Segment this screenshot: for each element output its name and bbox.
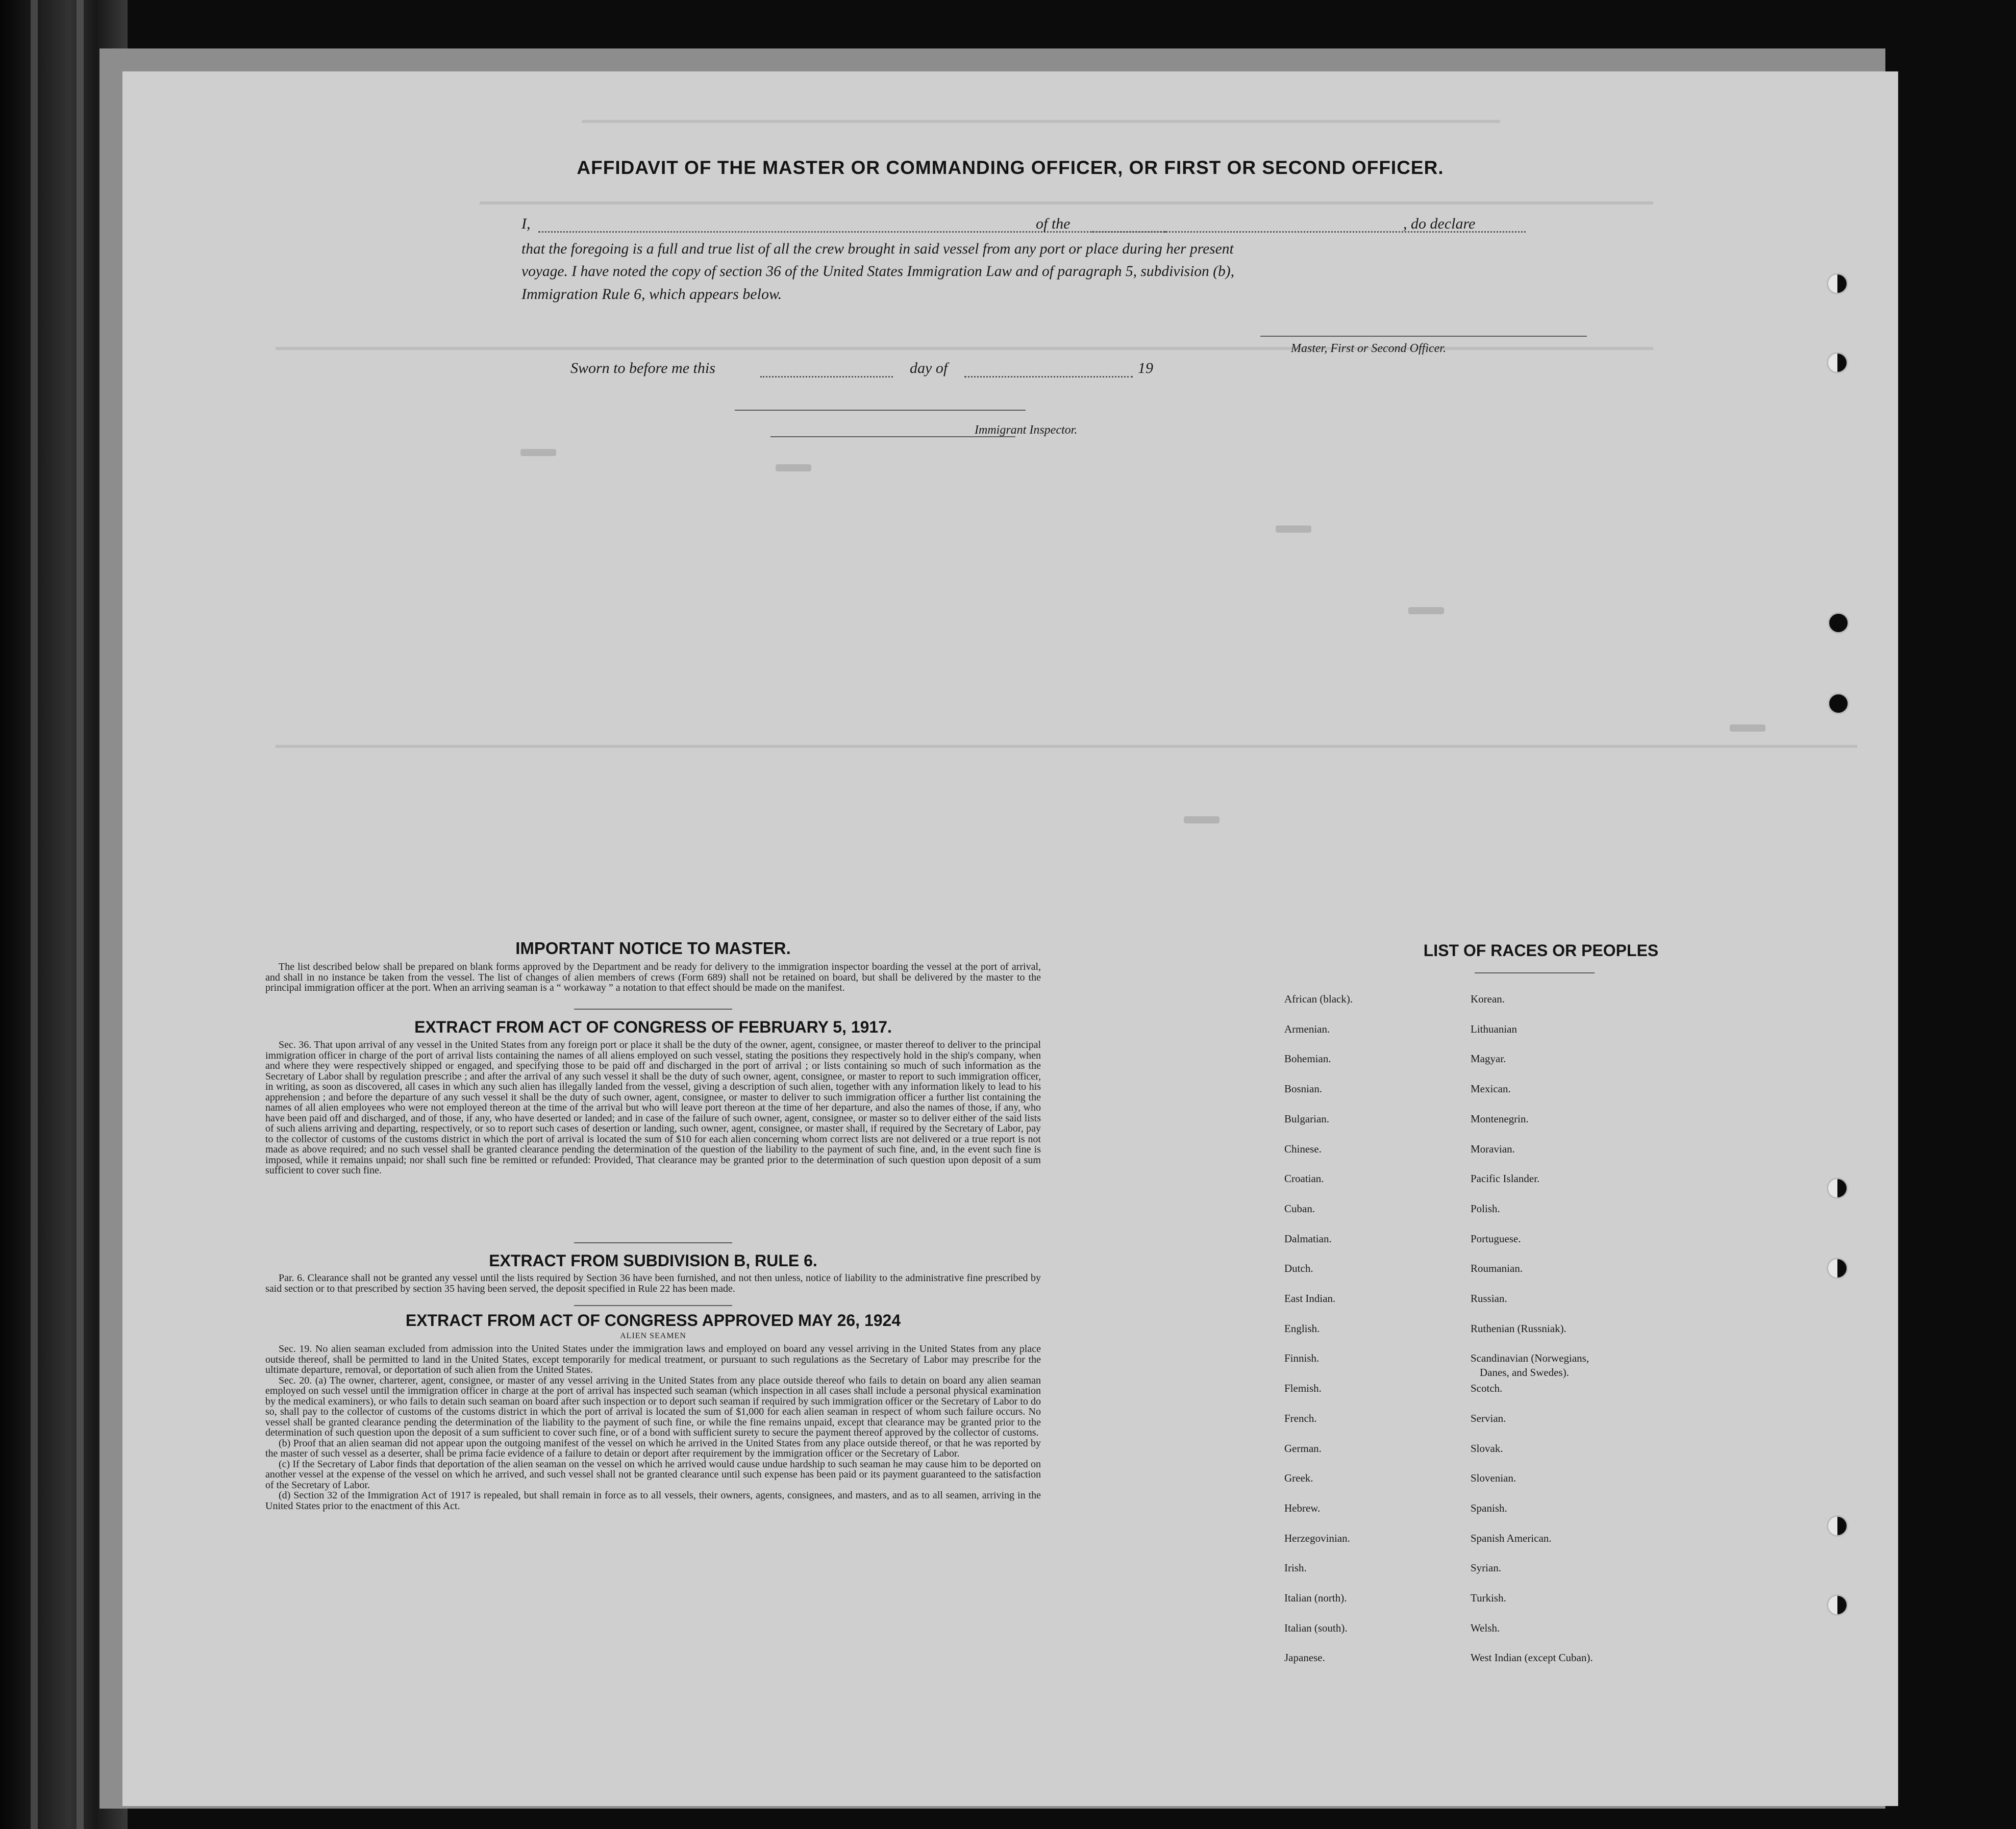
bleed-through bbox=[1730, 724, 1765, 732]
name-blank bbox=[538, 231, 1166, 233]
race-item: Dalmatian. bbox=[1284, 1232, 1332, 1245]
section-20b: (b) Proof that an alien seaman did not appear upon the outgoing manifest of the vessel on which he arrived in the United States from any place outside thereof, or that he was reported by the master of such vessel as a deserter, shall be prima facie evidence of a failure to detain or deport after requirement by the immigration officer or the Secretary of Labor. bbox=[265, 1437, 1041, 1459]
bleed-through bbox=[480, 202, 1653, 205]
day-of-text: day of bbox=[910, 360, 948, 377]
bleed-through bbox=[1184, 816, 1219, 823]
affidavit-of-the: of the bbox=[1036, 215, 1071, 232]
race-item: Scandinavian (Norwegians, bbox=[1471, 1352, 1589, 1365]
bleed-through bbox=[1408, 607, 1444, 614]
race-item: Danes, and Swedes). bbox=[1480, 1366, 1569, 1379]
notice-body: The list described below shall be prepared on blank forms approved by the Department and be ready for delivery to the immigration inspector boarding the vessel at the port of arrival, and shall in no instance be taken from the vessel. The list of changes of alien members of crews (Form 689) shall not be retained on board, but shall be delivered by the master to the principal immigration officer at the port. When an arriving seaman is a “ workaway ” a notation to that effect should be made on the manifest. bbox=[265, 961, 1041, 993]
race-item: Turkish. bbox=[1471, 1592, 1506, 1604]
race-item: Finnish. bbox=[1284, 1352, 1320, 1365]
race-item: Pacific Islander. bbox=[1471, 1172, 1540, 1185]
race-item: Cuban. bbox=[1284, 1202, 1315, 1215]
race-item: Italian (south). bbox=[1284, 1621, 1348, 1634]
punch-hole-icon bbox=[1827, 273, 1848, 294]
bleed-through bbox=[1276, 525, 1311, 533]
punch-hole-icon bbox=[1827, 1177, 1848, 1199]
race-item: Servian. bbox=[1471, 1412, 1506, 1424]
race-item: English. bbox=[1284, 1322, 1320, 1335]
punch-hole-icon bbox=[1828, 693, 1849, 714]
race-item: Mexican. bbox=[1471, 1083, 1511, 1095]
race-item: Italian (north). bbox=[1284, 1592, 1347, 1604]
divider bbox=[574, 1009, 732, 1010]
affidavit-heading: AFFIDAVIT OF THE MASTER OR COMMANDING OFFICER, OR FIRST OR SECOND OFFICER. bbox=[577, 157, 1444, 178]
race-item: French. bbox=[1284, 1412, 1317, 1424]
race-item: Spanish. bbox=[1471, 1501, 1507, 1514]
race-item: African (black). bbox=[1284, 993, 1353, 1005]
race-item: Syrian. bbox=[1471, 1562, 1502, 1574]
month-blank bbox=[964, 376, 1133, 378]
signature-line bbox=[1260, 336, 1587, 337]
rule-6-body: Par. 6. Clearance shall not be granted any vessel until the lists required by Section 36 have been furnished, and not then unless, notice of liability to the administrative fine prescribed by said section or to that prescribed by section 35 having been served, the deposit specified in Rule 22 has been made. bbox=[265, 1272, 1041, 1294]
race-item: Greek. bbox=[1284, 1472, 1313, 1485]
race-item: Roumanian. bbox=[1471, 1262, 1523, 1275]
binding-edge bbox=[77, 0, 84, 1829]
race-item: Irish. bbox=[1284, 1562, 1307, 1574]
punch-hole-icon bbox=[1827, 1515, 1848, 1537]
section-20d: (d) Section 32 of the Immigration Act of 1917 is repealed, but shall remain in force as to all vessels, their owners, agents, consignees, and masters, and as to all seamen, arriving in the United States prior to the enactment of this Act. bbox=[265, 1490, 1041, 1512]
inspector-label: Immigrant Inspector. bbox=[975, 423, 1078, 437]
day-blank bbox=[760, 376, 893, 378]
race-item: West Indian (except Cuban). bbox=[1471, 1651, 1593, 1664]
affidavit-line-2: that the foregoing is a full and true list of all the crew brought in said vessel from any port or place during her present bbox=[521, 241, 1234, 257]
race-item: Slovak. bbox=[1471, 1442, 1503, 1455]
race-item: Welsh. bbox=[1471, 1621, 1500, 1634]
race-item: Bosnian. bbox=[1284, 1083, 1323, 1095]
affidavit-line-4: Immigration Rule 6, which appears below. bbox=[521, 286, 782, 303]
punch-hole-icon bbox=[1828, 612, 1849, 634]
race-item: Portuguese. bbox=[1471, 1232, 1521, 1245]
race-item: Magyar. bbox=[1471, 1053, 1506, 1065]
manifest-page bbox=[122, 71, 1898, 1806]
year-prefix: 19 bbox=[1138, 360, 1153, 377]
race-item: Slovenian. bbox=[1471, 1472, 1516, 1485]
bleed-through bbox=[276, 745, 1857, 748]
race-item: Moravian. bbox=[1471, 1142, 1515, 1155]
extract-1917-body: Sec. 36. That upon arrival of any vessel in the United States from any foreign port or place it shall be the duty of the owner, agent, consignee, or master thereof to deliver to the principal immigration officer in charge of the port of arrival lists containing the names of all aliens employed on such vessel, stating the positions they respectively hold in the ship's company, when and where they were respectively shipped or engaged, and specifying those to be paid off and discharged in the port of arrival ; or lists containing so much of such information as the Secretary of Labor shall by regulation prescribe ; and after the arrival of any such vessel it shall be the duty of such owner, agent, consignee, or master to report to such immigration officer, in writing, as soon as discovered, all cases in which any such alien has illegally landed from the vessel, giving a description of such alien, together with any information likely to lead to his apprehension ; and before the departure of any such vessel it shall be the duty of such owner, agent, consignee, or master to deliver to such immigration officer a further list containing the names of all alien employees who were not employed thereon at the time of the arrival but who will leave port thereon at the time of her departure, and also the names of those, if any, who have been paid off and discharged, and of those, if any, who have deserted or landed; and in case of the failure of such owner, agent, consignee, or master so to deliver either of the said lists of such aliens arriving and departing, respectively, or so to report such cases of desertion or landing, such owner, agent, consignee, or master shall, if required by the Secretary of Labor, pay to the collector of customs of the customs district in which the port of arrival is located the sum of $10 for each alien concerning whom correct lists are not delivered or a true report is not made as above required; and no such vessel shall be granted clearance pending the determination of the question of the liability to the payment of such fine, and, in the event such fine is imposed, while it remains unpaid; nor shall such fine be remitted or refunded: Provided, That clearance may be granted prior to the determination of such question upon deposit of a sum sufficient to cover such fine. bbox=[265, 1039, 1041, 1176]
race-item: Ruthenian (Russniak). bbox=[1471, 1322, 1566, 1335]
race-item: Korean. bbox=[1471, 993, 1505, 1005]
punch-hole-icon bbox=[1827, 1594, 1848, 1616]
divider bbox=[1475, 972, 1595, 973]
race-item: Croatian. bbox=[1284, 1172, 1324, 1185]
races-title: LIST OF RACES OR PEOPLES bbox=[1423, 941, 1659, 960]
race-item: Japanese. bbox=[1284, 1651, 1325, 1664]
race-item: Herzegovinian. bbox=[1284, 1532, 1350, 1544]
race-item: Chinese. bbox=[1284, 1142, 1322, 1155]
affidavit-i: I, bbox=[521, 215, 531, 232]
inspector-signature-line bbox=[735, 410, 1026, 411]
punch-hole-icon bbox=[1827, 352, 1848, 373]
signature-label: Master, First or Second Officer. bbox=[1291, 342, 1446, 355]
race-item: Dutch. bbox=[1284, 1262, 1313, 1275]
race-item: Russian. bbox=[1471, 1292, 1507, 1305]
race-item: Hebrew. bbox=[1284, 1501, 1321, 1514]
extract-1924-body bbox=[265, 1344, 1041, 1511]
race-item: Bohemian. bbox=[1284, 1053, 1331, 1065]
race-item: Armenian. bbox=[1284, 1022, 1330, 1035]
divider bbox=[574, 1305, 732, 1306]
punch-hole-icon bbox=[1827, 1258, 1848, 1279]
race-item: German. bbox=[1284, 1442, 1322, 1455]
bleed-through bbox=[582, 120, 1500, 123]
affidavit-declare: , do declare bbox=[1403, 215, 1476, 232]
affidavit-line-3: voyage. I have noted the copy of section 36 of the United States Immigration Law and of paragraph 5, subdivision (b), bbox=[521, 263, 1234, 280]
race-item: Scotch. bbox=[1471, 1382, 1503, 1395]
sworn-text: Sworn to before me this bbox=[570, 360, 715, 377]
section-20a: Sec. 20. (a) The owner, charterer, agent, consignee, or master of any vessel arriving in the United States from any place outside thereof who fails to detain on board any alien seaman employed on such vessel until the immigration officer in charge at the port of arrival has inspected such seaman (which inspection in all cases shall include a personal physical examination by the medical examiners), or who fails to detain such seaman on board after such inspection or to deport such seaman if required by such immigration officer or the Secretary of Labor to do so, shall pay to the collector of customs of the customs district in which the port of arrival is located the sum of $1,000 for each alien seaman in respect of whom such failure occurs. No vessel shall be granted clearance pending the determination of the liability to the payment of such fine, or while the fine remains unpaid, except that clearance may be granted prior to the determination of such question upon the deposit of a sum sufficient to cover such fine, or of a bond with sufficient surety to secure the payment thereof approved by the collector of customs. bbox=[265, 1374, 1041, 1438]
race-item: Montenegrin. bbox=[1471, 1112, 1529, 1125]
race-item: Lithuanian bbox=[1471, 1022, 1517, 1035]
rule-6-title: EXTRACT FROM SUBDIVISION B, RULE 6. bbox=[489, 1251, 817, 1270]
notice-title: IMPORTANT NOTICE TO MASTER. bbox=[515, 939, 791, 958]
race-item: East Indian. bbox=[1284, 1292, 1336, 1305]
extract-1924-title: EXTRACT FROM ACT OF CONGRESS APPROVED MAY 26, 1924 bbox=[405, 1311, 901, 1330]
divider bbox=[574, 1242, 732, 1243]
extract-1924-subtitle: ALIEN SEAMEN bbox=[620, 1332, 686, 1340]
section-19: Sec. 19. No alien seaman excluded from admission into the United States under the immigration laws and employed on board any vessel arriving in the United States from any place outside thereof, shall be permitted to land in the United States, except temporarily for medical treatment, or pursuant to such regulations as the Secretary of Labor may prescribe for the ultimate departure, removal, or deportation of such alien from the United States. bbox=[265, 1343, 1041, 1375]
race-item: Polish. bbox=[1471, 1202, 1500, 1215]
race-item: Flemish. bbox=[1284, 1382, 1322, 1395]
section-20c: (c) If the Secretary of Labor finds that deportation of the alien seaman on the vessel on which he arrived would cause undue hardship to such seaman he may cause him to be deported on another vessel at the expense of the vessel on which he arrived, and such vessel shall not be granted clearance until such expense has been paid or its payment guaranteed to the satisfaction of the Secretary of Labor. bbox=[265, 1458, 1041, 1491]
race-item: Bulgarian. bbox=[1284, 1112, 1330, 1125]
bleed-through bbox=[776, 464, 811, 471]
bleed-through bbox=[520, 449, 556, 456]
extract-1917-title: EXTRACT FROM ACT OF CONGRESS OF FEBRUARY 5, 1917. bbox=[414, 1018, 892, 1036]
binding-edge bbox=[31, 0, 38, 1829]
race-item: Spanish American. bbox=[1471, 1532, 1552, 1544]
bleed-through bbox=[276, 347, 1653, 350]
